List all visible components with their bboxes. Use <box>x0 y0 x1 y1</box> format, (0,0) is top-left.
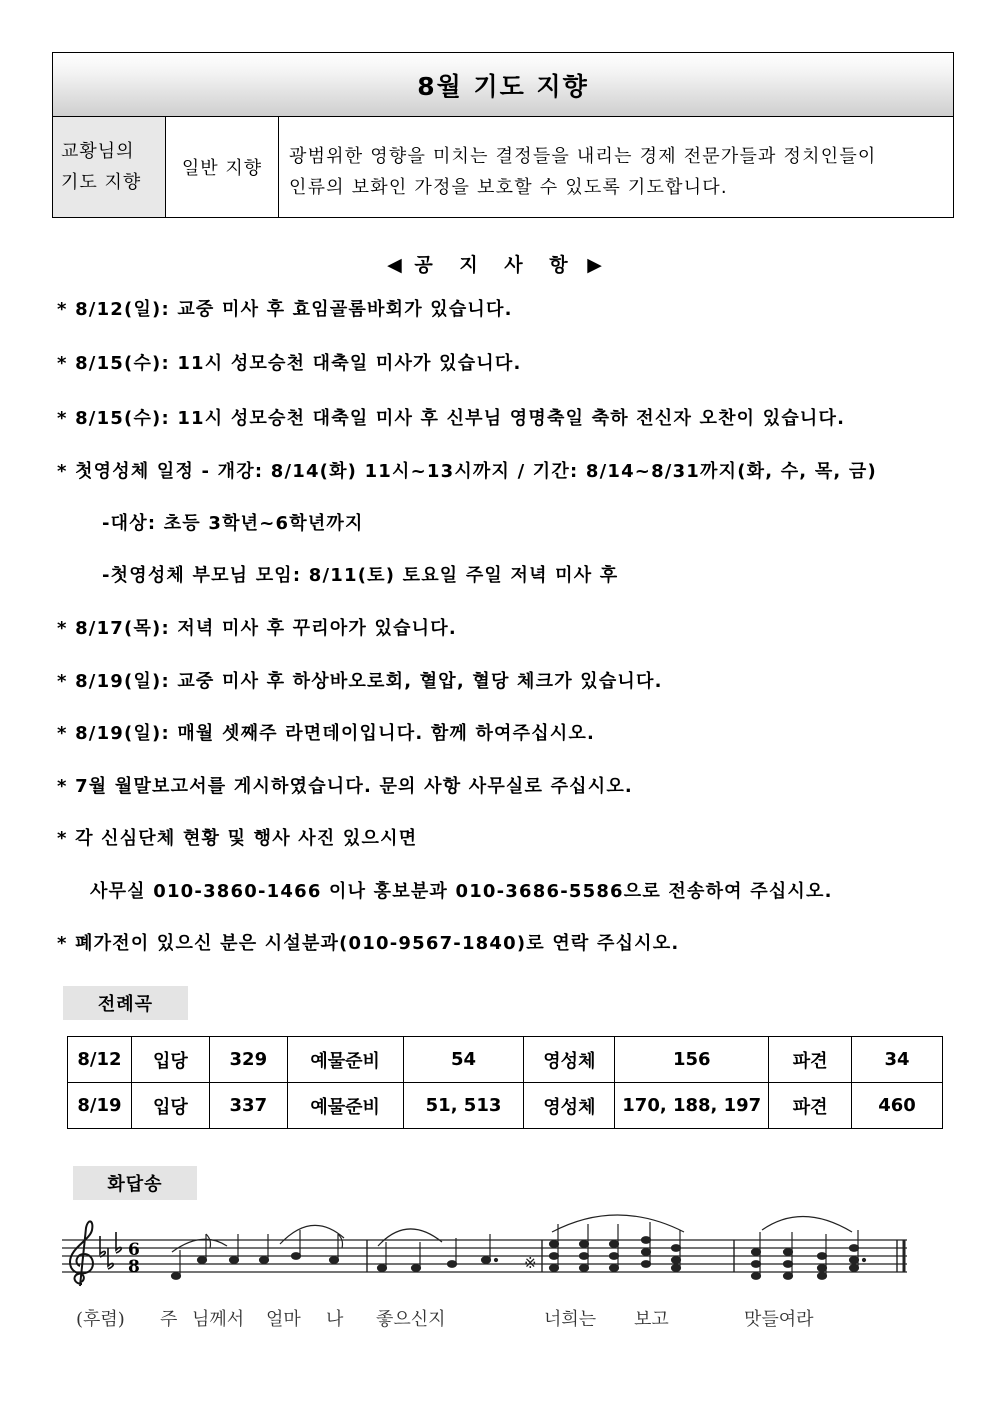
notice-item: * 8/15(수): 11시 성모승천 대축일 미사가 있습니다. <box>57 353 522 374</box>
hymn-number: 54 <box>403 1037 524 1083</box>
notice-item: * 8/15(수): 11시 성모승천 대축일 미사 후 신부님 영명축일 축하 전신자 오찬이 있습니다. <box>57 408 846 429</box>
treble-clef-icon <box>70 1221 93 1286</box>
lyric-syllable: 좋으신지 <box>376 1309 446 1330</box>
notice-item: * 폐가전이 있으신 분은 시설분과(010-9567-1840)로 연락 주십시오. <box>57 933 680 954</box>
table-row <box>68 1083 943 1129</box>
segno-icon: ※ <box>524 1254 537 1272</box>
hymn-part-label: 입당 <box>131 1083 209 1129</box>
hymn-number: 337 <box>209 1083 287 1129</box>
hymn-number: 170, 188, 197 <box>615 1083 769 1129</box>
lyric-syllable: 나 <box>326 1309 344 1330</box>
lyric-syllable: 얼마 <box>266 1309 301 1330</box>
prayer-title: 8월 기도 지향 <box>53 53 953 117</box>
prayer-text-line2: 인류의 보화인 가정을 보호할 수 있도록 기도합니다. <box>289 177 728 198</box>
hymn-number: 156 <box>615 1037 769 1083</box>
time-signature-bottom: 8 <box>128 1257 140 1277</box>
notice-title-text: 공 지 사 항 <box>414 254 578 276</box>
prayer-label-line1: 교황님의 <box>61 141 135 162</box>
prayer-row <box>53 117 953 217</box>
hymn-number: 51, 513 <box>403 1083 524 1129</box>
left-triangle-icon: ◀ <box>387 254 405 276</box>
prayer-label-cell <box>53 117 166 217</box>
hymn-part-label: 파견 <box>769 1037 852 1083</box>
music-staff <box>62 1210 912 1305</box>
notice-subitem: -첫영성체 부모님 모임: 8/11(토) 토요일 주일 저녁 미사 후 <box>102 565 619 586</box>
right-triangle-icon: ▶ <box>587 254 605 276</box>
hymn-number: 329 <box>209 1037 287 1083</box>
hymn-date: 8/19 <box>68 1083 132 1129</box>
time-signature-top: 6 <box>128 1240 140 1260</box>
notice-item: * 8/19(일): 교중 미사 후 하상바오로회, 혈압, 혈당 체크가 있습니다. <box>57 671 663 692</box>
hymn-number: 460 <box>852 1083 943 1129</box>
hymn-part-label: 입당 <box>131 1037 209 1083</box>
notice-item: * 8/17(목): 저녁 미사 후 꾸리아가 있습니다. <box>57 618 457 639</box>
lyric-syllable: 보고 <box>634 1309 669 1330</box>
hymn-table <box>67 1036 943 1129</box>
table-row <box>68 1037 943 1083</box>
notice-item: * 8/12(일): 교중 미사 후 효임골롬바회가 있습니다. <box>57 299 513 320</box>
notice-item: * 각 신심단체 현황 및 행사 사진 있으시면 <box>57 828 418 849</box>
notice-heading <box>0 250 992 277</box>
notice-subitem: 사무실 010-3860-1466 이나 홍보분과 010-3686-5586으로 전송하여 주십시오. <box>90 881 833 902</box>
lyric-syllable: 너희는 <box>544 1309 597 1330</box>
notice-subitem: -대상: 초등 3학년~6학년까지 <box>102 513 364 534</box>
hymn-part-label: 영성체 <box>524 1083 615 1129</box>
notice-item: * 7월 월말보고서를 게시하였습니다. 문의 사항 사무실로 주십시오. <box>57 776 633 797</box>
hymn-number: 34 <box>852 1037 943 1083</box>
hymn-part-label: 예물준비 <box>287 1037 403 1083</box>
notice-item: * 8/19(일): 매월 셋째주 라면데이입니다. 함께 하여주십시오. <box>57 723 596 744</box>
staff-lines <box>62 1240 907 1272</box>
lyric-syllable: 맛들여라 <box>744 1309 814 1330</box>
prayer-intention-box <box>52 52 954 218</box>
prayer-text-line1: 광범위한 영향을 미치는 결정들을 내리는 경제 전문가들과 정치인들이 <box>289 146 877 167</box>
notice-item: * 첫영성체 일정 - 개강: 8/14(화) 11시~13시까지 / 기간: 8/14~8/31까지(화, 수, 목, 금) <box>57 461 877 482</box>
lyric-syllable: (후렴) <box>76 1309 125 1330</box>
psalm-section-label: 화답송 <box>73 1166 197 1200</box>
hymn-part-label: 영성체 <box>524 1037 615 1083</box>
prayer-text <box>279 117 953 217</box>
lyric-syllable: 주 <box>160 1309 178 1330</box>
lyric-syllable: 님께서 <box>192 1309 245 1330</box>
hymns-section-label: 전례곡 <box>63 986 188 1020</box>
hymn-part-label: 예물준비 <box>287 1083 403 1129</box>
prayer-category: 일반 지향 <box>166 117 279 217</box>
prayer-label-line2: 기도 지향 <box>61 172 142 193</box>
hymn-part-label: 파견 <box>769 1083 852 1129</box>
hymn-date: 8/12 <box>68 1037 132 1083</box>
